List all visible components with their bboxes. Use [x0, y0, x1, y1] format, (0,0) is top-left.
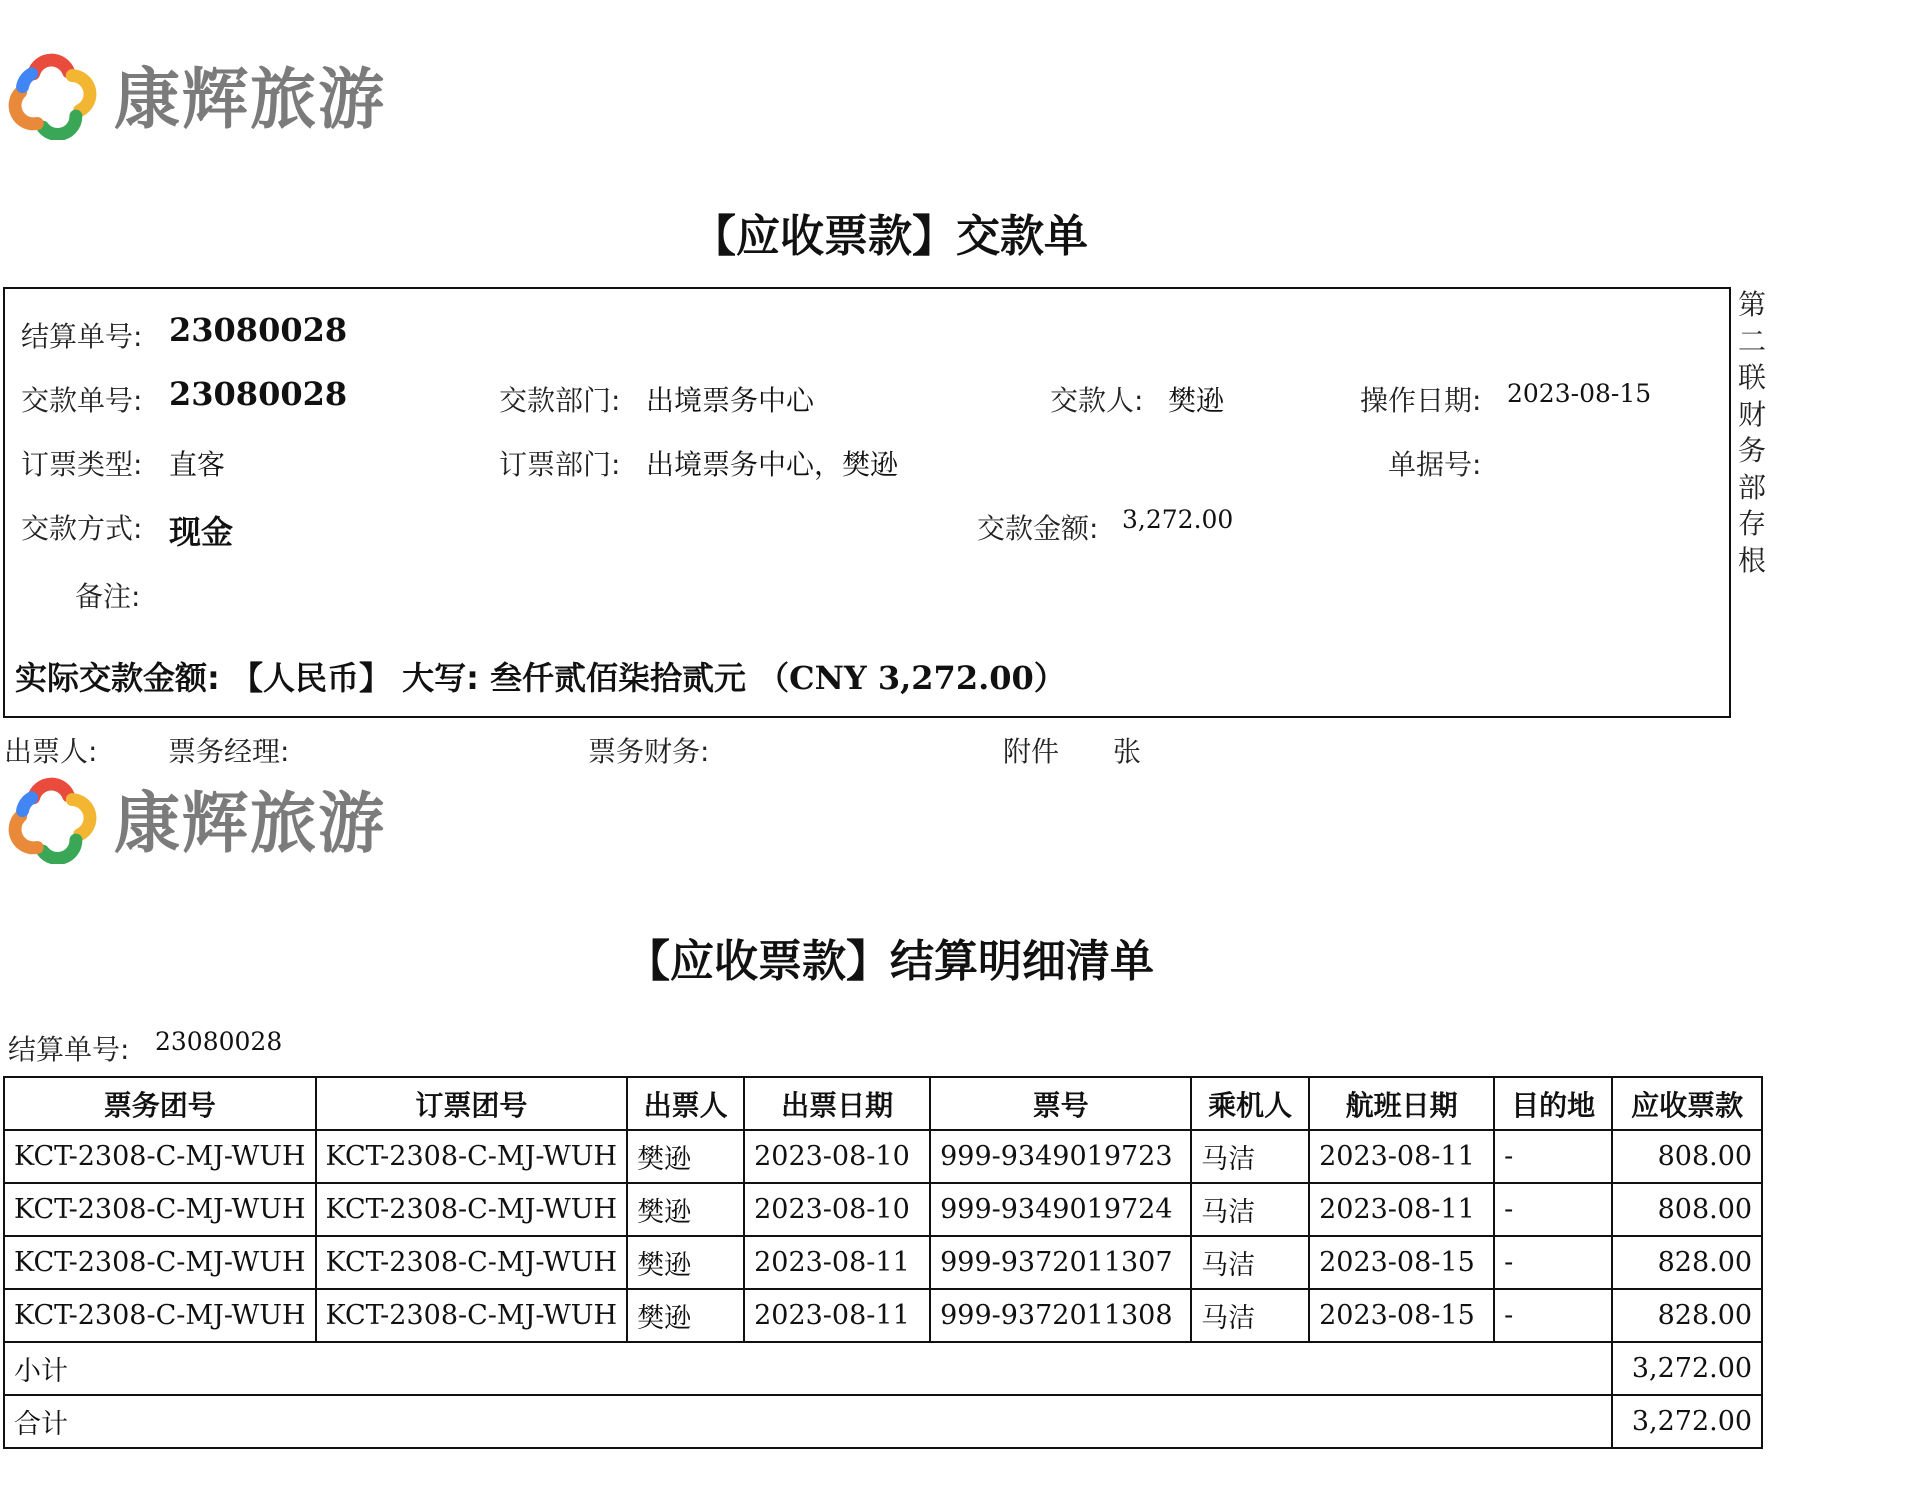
table-cell: 2023-08-15 — [1309, 1236, 1494, 1289]
summary-line — [15, 653, 1066, 699]
table-cell: 马洁 — [1191, 1289, 1309, 1342]
op-date-value: 2023-08-15 — [1507, 379, 1652, 408]
issuer-signature-label: 出票人: — [4, 735, 98, 768]
pay-method-label: 交款方式: — [21, 512, 143, 545]
col-header: 票号 — [930, 1077, 1191, 1130]
col-header: 票务团号 — [4, 1077, 316, 1130]
table-cell: 2023-08-10 — [744, 1130, 930, 1183]
table-row — [4, 1236, 1762, 1289]
copy-note-char: 存 — [1737, 507, 1766, 540]
table-cell: - — [1494, 1130, 1612, 1183]
table-cell: 2023-08-10 — [744, 1183, 930, 1236]
copy-note-char: 二 — [1737, 324, 1766, 358]
op-date-label: 操作日期: — [1360, 384, 1482, 417]
table-cell: KCT-2308-C-MJ-WUH — [4, 1183, 316, 1236]
pay-method-value: 现金 — [169, 513, 234, 551]
copy-note-char: 财 — [1737, 397, 1766, 431]
finance-signature-label: 票务财务: — [588, 735, 710, 768]
company-logo — [6, 770, 386, 865]
col-header: 目的地 — [1494, 1077, 1612, 1130]
table-cell: - — [1494, 1289, 1612, 1342]
table-cell: 樊逊 — [627, 1183, 744, 1236]
settlement-no-value: 23080028 — [169, 311, 348, 349]
table-cell: 2023-08-15 — [1309, 1289, 1494, 1342]
table-header-row — [4, 1077, 1762, 1130]
col-header: 应收票款 — [1612, 1077, 1762, 1130]
booking-dept-label: 订票部门: — [499, 448, 621, 481]
amount-value: 3,272.00 — [1122, 505, 1234, 534]
table-cell: 2023-08-11 — [1309, 1130, 1494, 1183]
table-cell: KCT-2308-C-MJ-WUH — [316, 1183, 628, 1236]
subtotal-value: 3,272.00 — [1612, 1342, 1762, 1395]
detail-settlement-no-label: 结算单号: — [8, 1033, 130, 1066]
table-cell: - — [1494, 1183, 1612, 1236]
table-row — [4, 1183, 1762, 1236]
doc-no-label: 单据号: — [1388, 448, 1482, 481]
table-cell: 2023-08-11 — [744, 1289, 930, 1342]
flower-logo-icon — [6, 772, 98, 864]
pay-dept-value: 出境票务中心 — [646, 384, 815, 417]
copy-note-char: 务 — [1737, 434, 1766, 467]
copy-note-char: 第 — [1737, 288, 1766, 321]
table-cell: 马洁 — [1191, 1236, 1309, 1289]
detail-settlement-no-value: 23080028 — [155, 1027, 283, 1056]
subtotal-row — [4, 1342, 1762, 1395]
table-cell: 2023-08-11 — [744, 1236, 930, 1289]
table-cell: 808.00 — [1612, 1183, 1762, 1236]
settlement-no-label: 结算单号: — [21, 320, 143, 353]
booking-type-label: 订票类型: — [21, 448, 143, 481]
flower-logo-icon — [6, 48, 98, 140]
col-header: 出票人 — [627, 1077, 744, 1130]
table-cell: KCT-2308-C-MJ-WUH — [316, 1236, 628, 1289]
table-row — [4, 1289, 1762, 1342]
table-cell: 828.00 — [1612, 1289, 1762, 1342]
brand-name: 康辉旅游 — [114, 61, 386, 138]
subtotal-label: 小计 — [4, 1342, 1612, 1395]
total-label: 合计 — [4, 1395, 1612, 1448]
copy-note-char: 部 — [1737, 470, 1766, 504]
brand-name: 康辉旅游 — [114, 785, 386, 862]
sheets-label: 张 — [1113, 735, 1142, 768]
receipt-box — [3, 287, 1731, 718]
table-cell: 马洁 — [1191, 1130, 1309, 1183]
copy-note-vertical — [1735, 287, 1769, 579]
remark-label: 备注: — [75, 580, 141, 613]
table-cell: - — [1494, 1236, 1612, 1289]
payer-label: 交款人: — [1050, 384, 1144, 417]
table-cell: KCT-2308-C-MJ-WUH — [4, 1289, 316, 1342]
table-cell: 808.00 — [1612, 1130, 1762, 1183]
table-cell: 999-9372011308 — [930, 1289, 1191, 1342]
settlement-detail-table — [3, 1076, 1763, 1449]
payment-no-label: 交款单号: — [21, 384, 143, 417]
col-header: 航班日期 — [1309, 1077, 1494, 1130]
payer-value: 樊逊 — [1168, 384, 1225, 417]
table-cell: 樊逊 — [627, 1236, 744, 1289]
booking-type-value: 直客 — [169, 448, 226, 481]
table-cell: KCT-2308-C-MJ-WUH — [4, 1130, 316, 1183]
copy-note-char: 根 — [1737, 543, 1766, 577]
table-cell: KCT-2308-C-MJ-WUH — [4, 1236, 316, 1289]
summary-text: 实际交款金额: 【人民币】 大写: 叁仟贰佰柒拾贰元 — [15, 659, 747, 697]
table-cell: KCT-2308-C-MJ-WUH — [316, 1130, 628, 1183]
table-cell: 2023-08-11 — [1309, 1183, 1494, 1236]
table-cell: 999-9349019723 — [930, 1130, 1191, 1183]
table-cell: 999-9372011307 — [930, 1236, 1191, 1289]
payment-no-value: 23080028 — [169, 375, 348, 413]
col-header: 出票日期 — [744, 1077, 930, 1130]
table-row — [4, 1130, 1762, 1183]
company-logo — [6, 46, 386, 141]
manager-signature-label: 票务经理: — [168, 735, 290, 768]
summary-amount: （CNY 3,272.00） — [757, 659, 1066, 697]
amount-label: 交款金额: — [977, 512, 1099, 545]
col-header: 乘机人 — [1191, 1077, 1309, 1130]
detail-title: 【应收票款】结算明细清单 — [626, 936, 1154, 987]
attachment-label: 附件 — [1003, 735, 1060, 768]
total-row — [4, 1395, 1762, 1448]
table-cell: 樊逊 — [627, 1289, 744, 1342]
table-cell: 999-9349019724 — [930, 1183, 1191, 1236]
copy-note-char: 联 — [1737, 361, 1766, 394]
col-header: 订票团号 — [316, 1077, 628, 1130]
table-cell: 樊逊 — [627, 1130, 744, 1183]
table-cell: 828.00 — [1612, 1236, 1762, 1289]
table-cell: 马洁 — [1191, 1183, 1309, 1236]
booking-dept-value: 出境票务中心，樊逊 — [646, 448, 899, 481]
pay-dept-label: 交款部门: — [499, 384, 621, 417]
total-value: 3,272.00 — [1612, 1395, 1762, 1448]
receipt-title: 【应收票款】交款单 — [692, 211, 1088, 262]
table-cell: KCT-2308-C-MJ-WUH — [316, 1289, 628, 1342]
